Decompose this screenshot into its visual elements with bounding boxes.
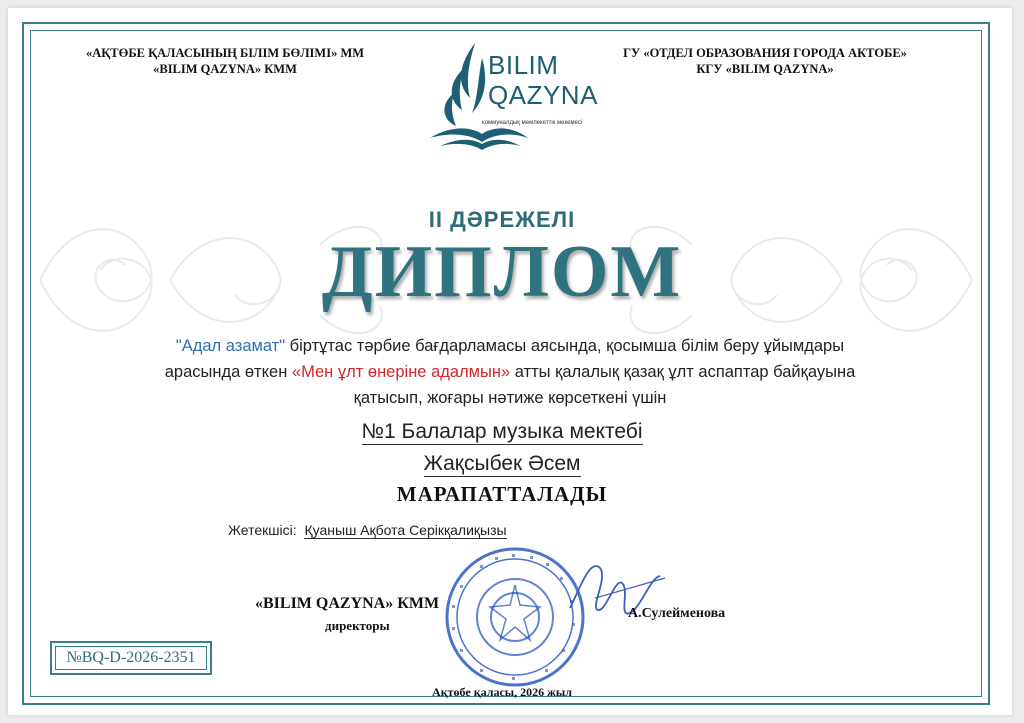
signature-org: «BILIM QAZYNA» КММ bbox=[255, 595, 440, 612]
certificate-number: №BQ-D-2026-2351 bbox=[50, 641, 212, 675]
recipient-line bbox=[0, 452, 1004, 476]
logo-line2: QAZYNA bbox=[488, 80, 598, 110]
school-name: №1 Балалар музыка мектебі bbox=[361, 420, 643, 443]
school-line bbox=[0, 420, 1004, 444]
body-text-part1: біртұтас тәрбие бағдарламасы аясында, қосымша білім беру ұйымдары арасында өткен bbox=[164, 337, 845, 381]
program-name: "Адал азамат" bbox=[175, 337, 286, 355]
header-left-line2: «BILIM QAZYNA» КММ bbox=[153, 62, 297, 76]
contest-name: «Мен ұлт өнеріне адалмын» bbox=[291, 363, 511, 381]
header-right-line1: ГУ «ОТДЕЛ ОБРАЗОВАНИЯ ГОРОДА АКТОБЕ» bbox=[623, 46, 907, 60]
recipient-name: Жақсыбек Әсем bbox=[423, 452, 581, 475]
diploma-title: ДИПЛОМ bbox=[321, 231, 683, 313]
header-left-line1: «АҚТӨБЕ ҚАЛАСЫНЫҢ БІЛІМ БӨЛІМІ» ММ bbox=[85, 46, 365, 60]
header-left bbox=[65, 45, 385, 77]
header-right bbox=[590, 45, 940, 77]
body-text-part2: атты қалалық қазақ ұлт аспаптар байқауына қатысып, жоғары нәтиже көрсеткені үшін bbox=[353, 363, 856, 407]
signature-role: директоры bbox=[325, 618, 390, 633]
logo-line1: BILIM bbox=[488, 50, 559, 80]
leader-line bbox=[228, 522, 507, 538]
leader-name: Қуаныш Ақбота Серікқалиқызы bbox=[304, 522, 507, 538]
award-label: МАРАПАТТАЛАДЫ bbox=[396, 482, 608, 506]
degree-label: II ДӘРЕЖЕЛІ bbox=[428, 207, 576, 232]
signer-name: А.Сулейменова bbox=[628, 606, 726, 621]
header-right-line2: КГУ «BILIM QAZYNA» bbox=[696, 62, 834, 76]
logo-subtitle: коммуналдық мемлекеттік мекемесі bbox=[482, 120, 583, 126]
diploma-body-text bbox=[160, 333, 860, 411]
logo-wordmark bbox=[488, 50, 598, 110]
place-and-year: Ақтөбе қаласы, 2026 жыл bbox=[432, 685, 572, 699]
leader-label: Жетекшісі: bbox=[228, 522, 297, 538]
